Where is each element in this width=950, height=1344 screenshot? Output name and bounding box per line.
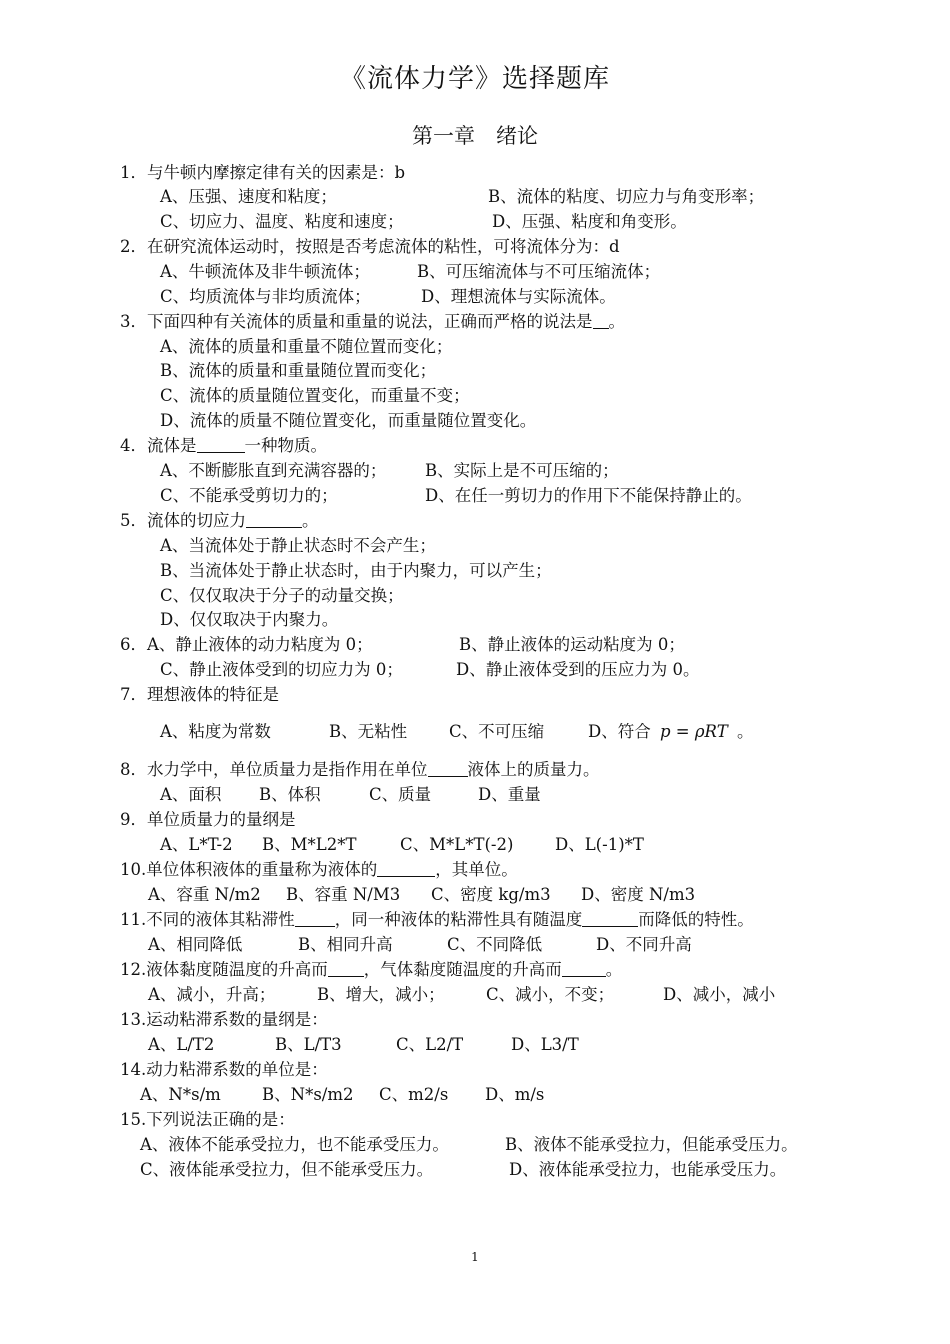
question-1-option-c: C、切应力、温度、粘度和速度； [160, 212, 404, 231]
answer-blank [328, 960, 364, 977]
question-3-option-b: B、流体的质量和重量随位置而变化； [160, 361, 437, 380]
answer-blank [246, 511, 302, 528]
question-7-option-b: B、无粘性 [329, 722, 408, 741]
answer-blank [197, 436, 245, 453]
question-9-option-b: B、M*L2*T [262, 835, 357, 854]
question-7-option-d-line [588, 721, 753, 743]
question-11-option-b: B、相同升高 [298, 935, 393, 954]
question-8-stem-line [120, 759, 600, 781]
question-6-option-d: D、静止液体受到的压应力为 0。 [456, 660, 700, 679]
question-14-option-b: B、N*s/m2 [262, 1085, 354, 1104]
question-3-option-c: C、流体的质量随位置变化，而重量不变； [160, 386, 470, 405]
question-6-option-c: C、静止液体受到的切应力为 0； [160, 660, 403, 679]
answer-blank [593, 312, 609, 329]
question-15-option-c: C、液体能承受拉力，但不能承受压力。 [140, 1160, 434, 1179]
question-14-stem: 14.动力粘滞系数的单位是： [120, 1060, 328, 1079]
question-5-option-b: B、当流体处于静止状态时，由于内聚力，可以产生； [160, 561, 552, 580]
question-6-option-b: B、静止液体的运动粘度为 0； [459, 635, 685, 654]
question-10-option-a: A、容重 N/m2 [148, 885, 261, 904]
question-1-option-d: D、压强、粘度和角变形。 [492, 212, 687, 231]
question-9-option-a: A、L*T-2 [160, 835, 233, 854]
question-7-option-a: A、粘度为常数 [160, 722, 271, 741]
question-11-stem-mid: ，同一种液体的粘滞性具有随温度 [334, 910, 583, 929]
question-14-option-c: C、m2/s [379, 1085, 449, 1104]
question-7-option-d: D、符合 [588, 722, 651, 741]
question-15-option-a: A、液体不能承受拉力，也不能承受压力。 [140, 1135, 449, 1154]
question-7-option-c: C、不可压缩 [449, 722, 545, 741]
question-3-option-a: A、流体的质量和重量不随位置而变化； [160, 337, 453, 356]
ideal-gas-formula: p = ρRT [659, 722, 728, 741]
question-5-option-d: D、仅仅取决于内聚力。 [160, 610, 339, 629]
question-5-option-a: A、当流体处于静止状态时不会产生； [160, 536, 436, 555]
question-10-stem-end: ，其单位。 [435, 860, 518, 879]
question-8-stem: 8．水力学中，单位质量力是指作用在单位 [120, 760, 428, 779]
answer-blank [428, 760, 468, 777]
question-2-option-a: A、牛顿流体及非牛顿流体； [160, 262, 370, 281]
question-7-stem: 7．理想液体的特征是 [120, 685, 279, 704]
question-4-stem: 4．流体是 [120, 436, 197, 455]
question-4-option-d: D、在任一剪切力的作用下不能保持静止的。 [425, 486, 752, 505]
question-10-option-d: D、密度 N/m3 [581, 885, 696, 904]
question-10-stem: 10.单位体积液体的重量称为液体的 [120, 860, 378, 879]
question-4-stem-line [120, 435, 327, 457]
question-4-option-b: B、实际上是不可压缩的； [425, 461, 619, 480]
question-12-stem-line [120, 959, 622, 981]
question-13-option-d: D、L3/T [511, 1035, 579, 1054]
question-4-option-a: A、不断膨胀直到充满容器的； [160, 461, 387, 480]
question-4-stem-end: 一种物质。 [244, 436, 327, 455]
question-2-option-d: D、理想流体与实际流体。 [421, 287, 616, 306]
question-14-option-a: A、N*s/m [140, 1085, 221, 1104]
question-5-stem: 5．流体的切应力 [120, 511, 246, 530]
question-10-stem-line [120, 859, 518, 881]
question-11-stem-line [120, 909, 754, 931]
question-7-option-d-end: 。 [736, 722, 754, 741]
question-9-option-c: C、M*L*T(-2) [400, 835, 514, 854]
answer-blank [562, 960, 606, 977]
question-3-option-d: D、流体的质量不随位置变化，而重量随位置变化。 [160, 411, 537, 430]
question-2-stem: 2．在研究流体运动时，按照是否考虑流体的粘性，可将流体分为：d [120, 237, 620, 256]
question-15-option-b: B、液体不能承受拉力，但能承受压力。 [505, 1135, 798, 1154]
question-4-option-c: C、不能承受剪切力的； [160, 486, 338, 505]
question-3-stem: 3．下面四种有关流体的质量和重量的说法，正确而严格的说法是 [120, 312, 593, 331]
page-number: 1 [471, 1250, 479, 1264]
question-10-option-b: B、容重 N/M3 [286, 885, 401, 904]
question-11-stem: 11.不同的液体其粘滞性 [120, 910, 295, 929]
question-12-option-c: C、减小，不变； [486, 985, 615, 1004]
question-2-option-b: B、可压缩流体与不可压缩流体； [417, 262, 661, 281]
question-5-stem-line [120, 510, 319, 532]
question-5-option-c: C、仅仅取决于分子的动量交换； [160, 586, 404, 605]
question-13-option-b: B、L/T3 [275, 1035, 342, 1054]
question-14-option-d: D、m/s [485, 1085, 545, 1104]
question-13-stem: 13.运动粘滞系数的量纲是： [120, 1010, 328, 1029]
question-12-stem: 12.液体黏度随温度的升高而 [120, 960, 328, 979]
question-9-option-d: D、L(-1)*T [555, 835, 644, 854]
answer-blank [582, 910, 638, 927]
question-11-option-c: C、不同降低 [447, 935, 543, 954]
question-8-stem-end: 液体上的质量力。 [467, 760, 600, 779]
question-13-option-a: A、L/T2 [148, 1035, 215, 1054]
question-8-option-c: C、质量 [369, 785, 432, 804]
question-12-option-d: D、减小，减小 [663, 985, 776, 1004]
question-3-stem-end: 。 [608, 312, 625, 331]
question-8-option-b: B、体积 [259, 785, 321, 804]
question-13-option-c: C、L2/T [396, 1035, 464, 1054]
question-12-stem-mid: ，气体黏度随温度的升高而 [363, 960, 562, 979]
question-8-option-a: A、面积 [160, 785, 222, 804]
question-11-stem-end: 而降低的特性。 [638, 910, 754, 929]
answer-blank [295, 910, 335, 927]
question-12-option-a: A、减小，升高； [148, 985, 276, 1004]
question-12-option-b: B、增大，减小； [317, 985, 445, 1004]
question-6-option-a: 6．A、静止液体的动力粘度为 0； [120, 635, 373, 654]
document-title: 《流体力学》选择题库 [339, 64, 610, 94]
question-11-option-a: A、相同降低 [148, 935, 243, 954]
question-15-option-d: D、液体能承受拉力，也能承受压力。 [509, 1160, 787, 1179]
question-10-option-c: C、密度 kg/m3 [431, 885, 551, 904]
question-15-stem: 15.下列说法正确的是： [120, 1110, 295, 1129]
question-3-stem-line [120, 311, 625, 333]
question-1-option-a: A、压强、速度和粘度； [160, 187, 337, 206]
question-11-option-d: D、不同升高 [596, 935, 692, 954]
chapter-heading: 第一章 绪论 [412, 124, 538, 148]
question-9-stem: 9．单位质量力的量纲是 [120, 810, 296, 829]
question-5-stem-end: 。 [302, 511, 319, 530]
question-8-option-d: D、重量 [478, 785, 541, 804]
question-1-stem: 1．与牛顿内摩擦定律有关的因素是：b [120, 163, 406, 182]
answer-blank [377, 860, 435, 877]
question-12-stem-end: 。 [605, 960, 623, 979]
question-1-option-b: B、流体的粘度、切应力与角变形率； [488, 187, 765, 206]
question-2-option-c: C、均质流体与非均质流体； [160, 287, 371, 306]
